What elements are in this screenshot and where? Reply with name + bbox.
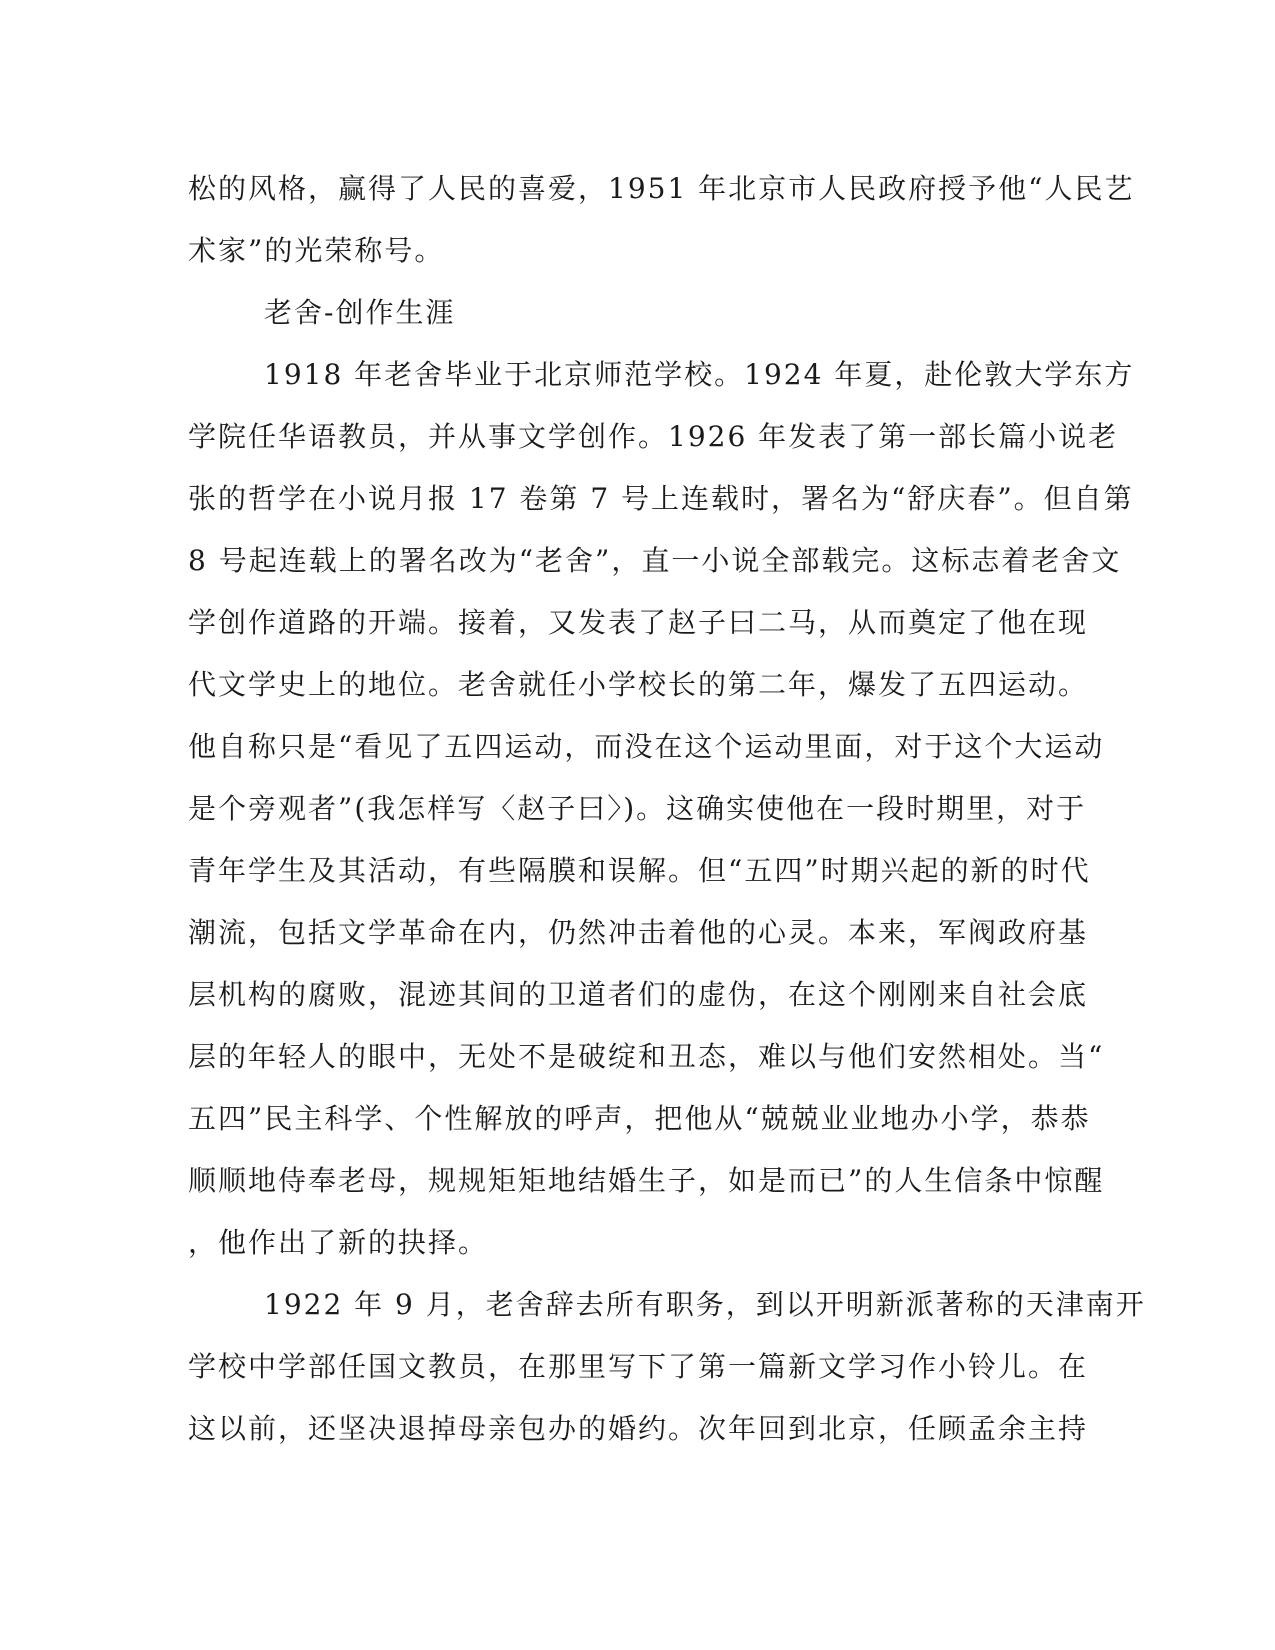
- text-line: 他自称只是“看见了五四运动，而没在这个运动里面，对于这个大运动: [188, 730, 1105, 763]
- text-line: 张的哲学在小说月报 17 卷第 7 号上连载时，署名为“舒庆春”。但自第: [188, 482, 1134, 515]
- text-line: 学创作道路的开端。接着，又发表了赵子曰二马，从而奠定了他在现: [188, 606, 1089, 639]
- text-line: 青年学生及其活动，有些隔膜和误解。但“五四”时期兴起的新的时代: [188, 854, 1091, 887]
- section-heading: 老舍-创作生涯: [264, 296, 456, 329]
- text-line: 松的风格，赢得了人民的喜爱，1951 年北京市人民政府授予他“人民艺: [188, 172, 1135, 205]
- text-line: 学校中学部任国文教员，在那里写下了第一篇新文学习作小铃儿。在: [188, 1350, 1089, 1383]
- text-line: 五四”民主科学、个性解放的呼声，把他从“兢兢业业地办小学，恭恭: [188, 1102, 1091, 1135]
- text-line: ，他作出了新的抉择。: [188, 1226, 489, 1259]
- text-line: 层的年轻人的眼中，无处不是破绽和丑态，难以与他们安然相处。当“: [188, 1040, 1105, 1073]
- text-line: 学院任华语教员，并从事文学创作。1926 年发表了第一部长篇小说老: [188, 420, 1119, 453]
- text-line: 是个旁观者”(我怎样写〈赵子曰〉)。这确实使他在一段时期里，对于: [188, 792, 1087, 825]
- body-text: [188, 158, 1146, 1460]
- text-line: 术家”的光荣称号。: [188, 234, 445, 267]
- text-line: 代文学史上的地位。老舍就任小学校长的第二年，爆发了五四运动。: [188, 668, 1089, 701]
- text-line: 1922 年 9 月，老舍辞去所有职务，到以开明新派著称的天津南开: [264, 1288, 1146, 1321]
- text-line: 顺顺地侍奉老母，规规矩矩地结婚生子，如是而已”的人生信条中惊醒: [188, 1164, 1105, 1197]
- text-line: 这以前，还坚决退掉母亲包办的婚约。次年回到北京，任顾孟余主持: [188, 1412, 1089, 1445]
- text-line: 潮流，包括文学革命在内，仍然冲击着他的心灵。本来，军阀政府基: [188, 916, 1089, 949]
- text-line: 8 号起连载上的署名改为“老舍”，直一小说全部载完。这标志着老舍文: [188, 544, 1122, 577]
- text-line: 1918 年老舍毕业于北京师范学校。1924 年夏，赴伦敦大学东方: [264, 358, 1135, 391]
- text-line: 层机构的腐败，混迹其间的卫道者们的虚伪，在这个刚刚来自社会底: [188, 978, 1089, 1011]
